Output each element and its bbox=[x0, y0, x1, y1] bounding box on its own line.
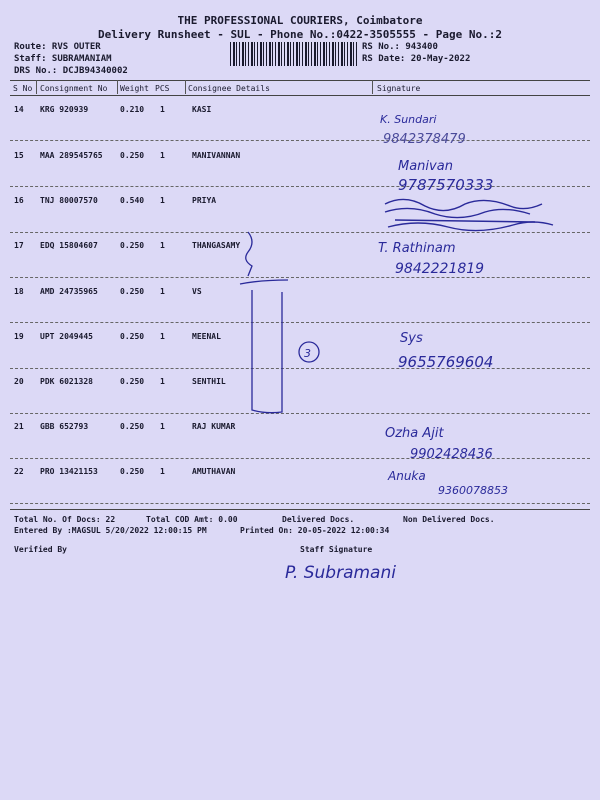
row-consignee: PRIYA bbox=[192, 196, 217, 205]
row-weight: 0.250 bbox=[120, 151, 145, 160]
row-sno: 22 bbox=[14, 467, 24, 476]
row-divider bbox=[10, 140, 590, 141]
row-divider bbox=[10, 368, 590, 369]
staff-signature-ink: P. Subramani bbox=[285, 563, 396, 583]
rs-date: RS Date: 20-May-2022 bbox=[362, 54, 471, 64]
runsheet-subtitle: Delivery Runsheet - SUL - Phone No.:0422-3505555 - Page No.:2 bbox=[98, 28, 502, 41]
row-consignment: AMD 24735965 bbox=[40, 287, 98, 296]
non-delivered-docs: Non Delivered Docs. bbox=[403, 515, 495, 524]
signature-meenal: Sys bbox=[400, 331, 423, 346]
phone-manivannan: 9787570333 bbox=[398, 176, 494, 194]
row-sno: 15 bbox=[14, 151, 24, 160]
row-pcs: 1 bbox=[160, 422, 165, 431]
total-cod: Total COD Amt: 0.00 bbox=[146, 515, 238, 524]
row-pcs: 1 bbox=[160, 377, 165, 386]
row-consignee: AMUTHAVAN bbox=[192, 467, 236, 476]
col-header-pcs: PCS bbox=[155, 84, 170, 93]
row-consignment: EDQ 15804607 bbox=[40, 241, 98, 250]
row-weight: 0.250 bbox=[120, 467, 145, 476]
phone-thangasamy: 9842221819 bbox=[395, 261, 485, 277]
col-divider bbox=[117, 80, 118, 94]
col-divider bbox=[372, 80, 373, 94]
row-pcs: 1 bbox=[160, 105, 165, 114]
delivered-docs: Delivered Docs. bbox=[282, 515, 355, 524]
printed-on: Printed On: 20-05-2022 12:00:34 bbox=[240, 526, 390, 535]
row-pcs: 1 bbox=[160, 287, 165, 296]
row-consignee: MEENAL bbox=[192, 332, 221, 341]
row-sno: 17 bbox=[14, 241, 24, 250]
row-weight: 0.250 bbox=[120, 377, 145, 386]
row-divider bbox=[10, 322, 590, 323]
row-consignment: PRO 13421153 bbox=[40, 467, 98, 476]
phone-kasi: 9842378479 bbox=[383, 132, 466, 147]
row-consignee: RAJ KUMAR bbox=[192, 422, 236, 431]
row-pcs: 1 bbox=[160, 332, 165, 341]
row-sno: 20 bbox=[14, 377, 24, 386]
row-sno: 14 bbox=[14, 105, 24, 114]
table-row bbox=[0, 422, 600, 468]
company-title: THE PROFESSIONAL COURIERS, Coimbatore bbox=[177, 14, 423, 27]
row-pcs: 1 bbox=[160, 151, 165, 160]
row-divider bbox=[10, 413, 590, 414]
signature-rajkumar: Ozha Ajit bbox=[385, 426, 444, 441]
row-weight: 0.250 bbox=[120, 241, 145, 250]
col-divider bbox=[36, 80, 37, 94]
col-header-weight: Weight bbox=[120, 84, 149, 93]
phone-amuthavan: 9360078853 bbox=[438, 484, 508, 497]
entered-by: Entered By :MAGSUL 5/20/2022 12:00:15 PM bbox=[14, 526, 207, 535]
signature-kasi: K. Sundari bbox=[380, 113, 437, 126]
col-divider bbox=[185, 80, 186, 94]
table-row bbox=[0, 332, 600, 378]
row-consignee: SENTHIL bbox=[192, 377, 226, 386]
row-weight: 0.250 bbox=[120, 422, 145, 431]
row-consignee: KASI bbox=[192, 105, 212, 114]
table-row bbox=[0, 105, 600, 151]
row-sno: 21 bbox=[14, 422, 24, 431]
table-bottom-rule bbox=[10, 509, 590, 510]
row-weight: 0.250 bbox=[120, 332, 145, 341]
row-consignment: GBB 652793 bbox=[40, 422, 89, 431]
row-consignee: VS bbox=[192, 287, 202, 296]
staff-label: Staff: SUBRAMANIAM bbox=[14, 54, 112, 64]
row-sno: 16 bbox=[14, 196, 24, 205]
row-pcs: 1 bbox=[160, 467, 165, 476]
total-docs: Total No. Of Docs: 22 bbox=[14, 515, 116, 524]
col-header-consignee: Consignee Details bbox=[188, 84, 270, 93]
row-consignment: MAA 289545765 bbox=[40, 151, 103, 160]
row-consignment: UPT 2049445 bbox=[40, 332, 93, 341]
rs-number: RS No.: 943400 bbox=[362, 42, 438, 52]
table-header-rule bbox=[10, 95, 590, 96]
col-header-consignment: Consignment No bbox=[40, 84, 108, 93]
route-label: Route: RVS OUTER bbox=[14, 42, 101, 52]
row-pcs: 1 bbox=[160, 241, 165, 250]
row-sno: 18 bbox=[14, 287, 24, 296]
table-row bbox=[0, 467, 600, 513]
barcode bbox=[230, 42, 358, 66]
verified-by: Verified By bbox=[14, 545, 67, 554]
row-pcs: 1 bbox=[160, 196, 165, 205]
row-divider bbox=[10, 186, 590, 187]
row-consignee: THANGASAMY bbox=[192, 241, 241, 250]
row-divider bbox=[10, 458, 590, 459]
table-row bbox=[0, 241, 600, 287]
col-header-signature: Signature bbox=[377, 84, 421, 93]
row-weight: 0.210 bbox=[120, 105, 145, 114]
phone-rajkumar: 9902428436 bbox=[410, 447, 493, 462]
row-consignee: MANIVANNAN bbox=[192, 151, 241, 160]
signature-thangasamy: T. Rathinam bbox=[378, 241, 456, 256]
col-header-sno: S No bbox=[13, 84, 33, 93]
table-row bbox=[0, 196, 600, 242]
signature-manivannan: Manivan bbox=[398, 159, 453, 174]
table-row bbox=[0, 377, 600, 423]
signature-amuthavan: Anuka bbox=[388, 469, 426, 483]
row-consignment: KRG 920939 bbox=[40, 105, 89, 114]
staff-signature-label: Staff Signature bbox=[300, 545, 373, 554]
circled-number: 3 bbox=[304, 347, 311, 360]
table-row bbox=[0, 287, 600, 333]
phone-meenal: 9655769604 bbox=[398, 353, 494, 371]
row-weight: 0.250 bbox=[120, 287, 145, 296]
row-divider bbox=[10, 277, 590, 278]
row-sno: 19 bbox=[14, 332, 24, 341]
drs-number: DRS No.: DCJB94340002 bbox=[14, 66, 128, 76]
row-consignment: TNJ 80007570 bbox=[40, 196, 98, 205]
table-row bbox=[0, 151, 600, 197]
row-weight: 0.540 bbox=[120, 196, 145, 205]
table-top-rule bbox=[10, 80, 590, 81]
row-divider bbox=[10, 503, 590, 504]
row-consignment: PDK 6021328 bbox=[40, 377, 93, 386]
row-divider bbox=[10, 232, 590, 233]
